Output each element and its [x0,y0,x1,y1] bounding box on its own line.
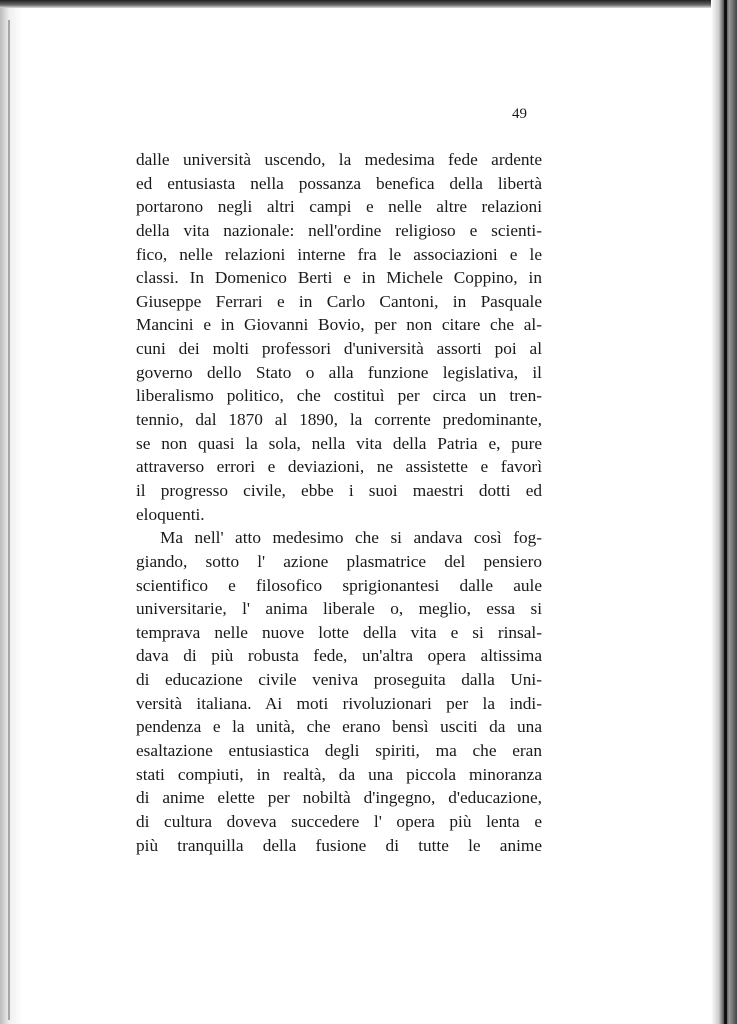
page-number: 49 [512,106,527,122]
text-line: di anime elette per nobiltà d'ingegno, d'educazione, [136,788,542,808]
text-line: Ma nell' atto medesimo che si andava così fog- [160,528,542,548]
text-line: universitarie, l' anima liberale o, meglio, essa si [136,599,542,619]
text-line: fico, nelle relazioni interne fra le associazioni e le [136,244,542,264]
text-line: Giuseppe Ferrari e in Carlo Cantoni, in Pasquale [136,291,542,311]
text-line: più tranquilla della fusione di tutte le anime [136,835,542,855]
text-line: portarono negli altri campi e nelle altre relazioni [136,197,542,217]
text-line: classi. In Domenico Berti e in Michele Coppino, in [136,268,542,288]
text-line: pendenza e la unità, che erano bensì usciti da una [136,717,542,737]
text-line: stati compiuti, in realtà, da una piccola minoranza [136,764,542,784]
scan-left-edge [0,0,22,1024]
text-line: di cultura doveva succedere l' opera più lenta e [136,811,542,831]
text-line: esaltazione entusiastica degli spiriti, ma che eran [136,741,542,761]
body-text [136,148,542,857]
text-line: dava di più robusta fede, un'altra opera altissima [136,646,542,666]
text-line: di educazione civile veniva proseguita dalla Uni- [136,670,542,690]
text-line: giando, sotto l' azione plasmatrice del pensiero [136,551,542,571]
scan-left-line [8,20,10,1020]
text-line: attraverso errori e deviazioni, ne assistette e favorì [136,457,542,477]
scan-right-line [724,0,727,1024]
text-line: se non quasi la sola, nella vita della Patria e, pure [136,433,542,453]
text-line: dalle università uscendo, la medesima fede ardente [136,150,542,169]
text-line: il progresso civile, ebbe i suoi maestri dotti ed [136,480,542,500]
text-line: Mancini e in Giovanni Bovio, per non citare che al- [136,315,542,335]
text-line: cuni dei molti professori d'università assorti poi al [136,339,542,359]
text-line: della vita nazionale: nell'ordine religioso e scienti- [136,220,542,240]
text-line: liberalismo politico, che costituì per circa un tren- [136,386,542,406]
text-line: governo dello Stato o alla funzione legislativa, il [136,362,542,382]
text-line: versità italiana. Ai moti rivoluzionari per la indi- [136,693,542,713]
scan-top-edge [0,0,737,8]
text-line: temprava nelle nuove lotte della vita e si rinsal- [136,622,542,642]
text-line: tennio, dal 1870 al 1890, la corrente predominante, [136,410,542,430]
text-line: eloquenti. [136,504,205,524]
text-line: scientifico e filosofico sprigionantesi dalle aule [136,575,542,595]
text-line: ed entusiasta nella possanza benefica della libertà [136,173,542,193]
